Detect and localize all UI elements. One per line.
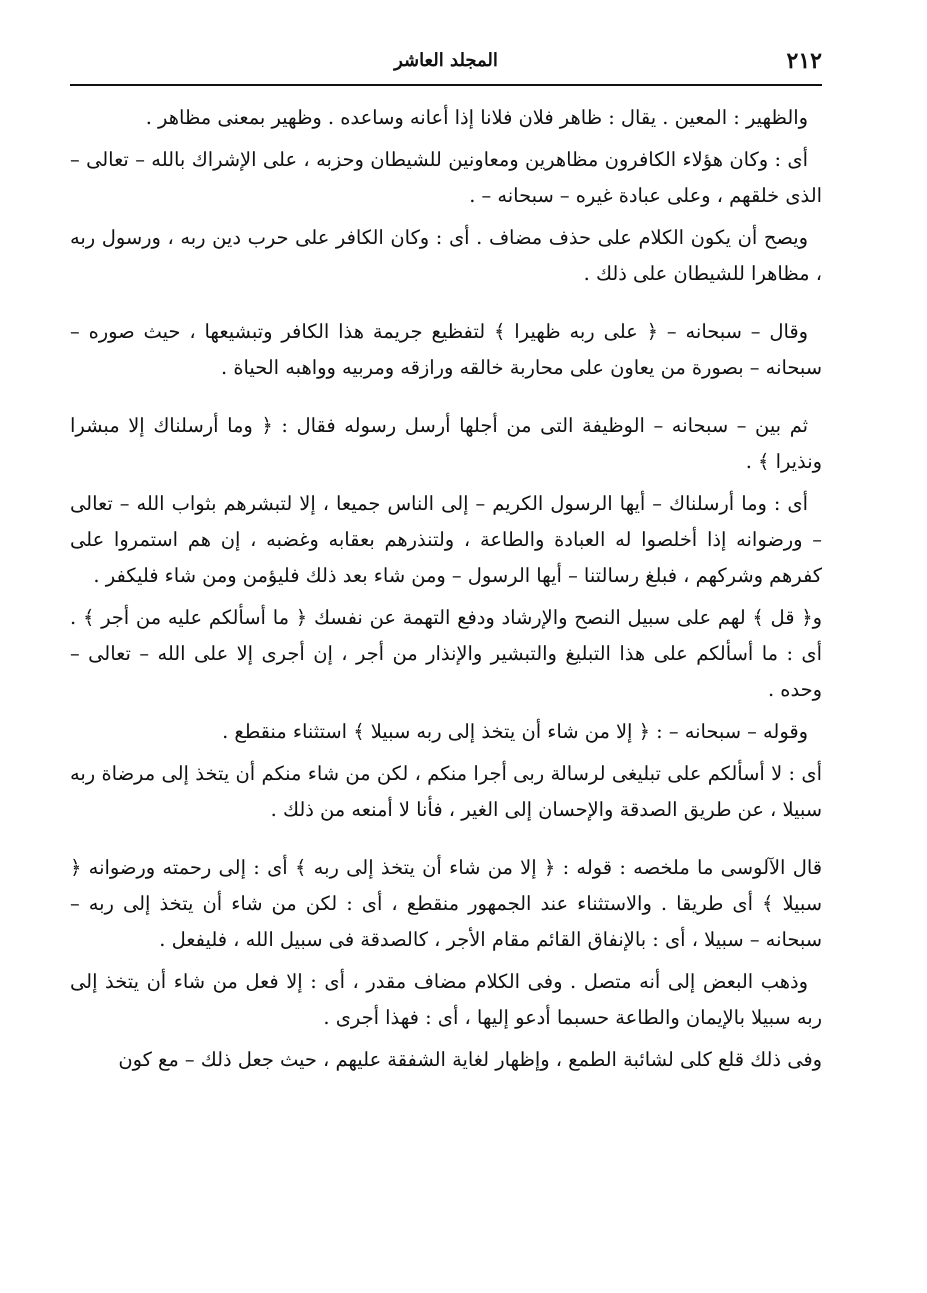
- paragraph: أى : وكان هؤلاء الكافرون مظاهرين ومعاونين للشيطان وحزبه ، على الإشراك بالله – تعالى – الذى خلقهم ، وعلى عبادة غيره – سبحانه – .: [70, 148, 822, 207]
- paragraph: والظهير : المعين . يقال : ظاهر فلان فلانا إذا أعانه وساعده . وظهير بمعنى مظاهر .: [145, 106, 808, 129]
- paragraph: أى : لا أسألكم على تبليغى لرسالة ربى أجرا منكم ، لكن من شاء منكم أن يتخذ إلى مرضاة ربه سبيلا ، عن طريق الصدقة والإحسان إلى الغير ، فأنا لا أمنعه من ذلك .: [70, 762, 822, 821]
- paragraph: قال الآلوسى ما ملخصه : قوله : ﴿ إلا من شاء أن يتخذ إلى ربه ﴾ أى : إلى رحمته ورضوانه ﴿ سبيلا ﴾ أى طريقا . والاستثناء عند الجمهور منقطع ، أى : لكن من شاء أن يتخذ إلى ربه – سبحانه – سبيلا ، أى : بالإنفاق القائم مقام الأجر ، كالصدقة فى سبيل الله ، فليفعل .: [70, 856, 822, 951]
- paragraph: وفى ذلك قلع كلى لشائبة الطمع ، وإظهار لغاية الشفقة عليهم ، حيث جعل ذلك – مع كون: [118, 1048, 822, 1071]
- page-number: ٢١٢: [786, 48, 822, 74]
- paragraph: وذهب البعض إلى أنه متصل . وفى الكلام مضاف مقدر ، أى : إلا فعل من شاء أن يتخذ إلى ربه سبيلا بالإيمان والطاعة حسبما أدعو إليها ، أى : فهذا أجرى .: [70, 970, 822, 1029]
- paragraph: و﴿ قل ﴾ لهم على سبيل النصح والإرشاد ودفع التهمة عن نفسك ﴿ ما أسألكم عليه من أجر ﴾ . أى : ما أسألكم على هذا التبليغ والتبشير والإنذار من أجر ، إن أجرى إلا على الله – تعالى – وحده .: [70, 606, 822, 701]
- running-title: المجلد العاشر: [394, 50, 498, 71]
- paragraph: أى : وما أرسلناك – أيها الرسول الكريم – إلى الناس جميعا ، إلا لتبشرهم بثواب الله – تعالى – ورضوانه إذا أخلصوا له العبادة والطاعة ، ولتنذرهم بعقابه وغضبه ، إن هم استمروا على كفرهم وشركهم ، فبلغ رسالتنا – أيها الرسول – ومن شاء بعد ذلك فليؤمن ومن شاء فليكفر .: [70, 492, 822, 587]
- page-header: [70, 40, 822, 86]
- paragraph: وقوله – سبحانه – : ﴿ إلا من شاء أن يتخذ إلى ربه سبيلا ﴾ استثناء منقطع .: [222, 720, 808, 743]
- paragraph: ويصح أن يكون الكلام على حذف مضاف . أى : وكان الكافر على حرب دين ربه ، ورسول ربه ، مظاهرا للشيطان على ذلك .: [70, 226, 822, 285]
- page-body: [70, 86, 822, 1078]
- book-page: [70, 40, 822, 1260]
- paragraph: وقال – سبحانه – ﴿ على ربه ظهيرا ﴾ لتفظيع جريمة هذا الكافر وتبشيعها ، حيث صوره – سبحانه – بصورة من يعاون على محاربة خالقه ورازقه ومربيه وواهبه الحياة .: [70, 320, 822, 379]
- paragraph: ثم بين – سبحانه – الوظيفة التى من أجلها أرسل رسوله فقال : ﴿ وما أرسلناك إلا مبشرا ونذيرا ﴾ .: [70, 414, 822, 473]
